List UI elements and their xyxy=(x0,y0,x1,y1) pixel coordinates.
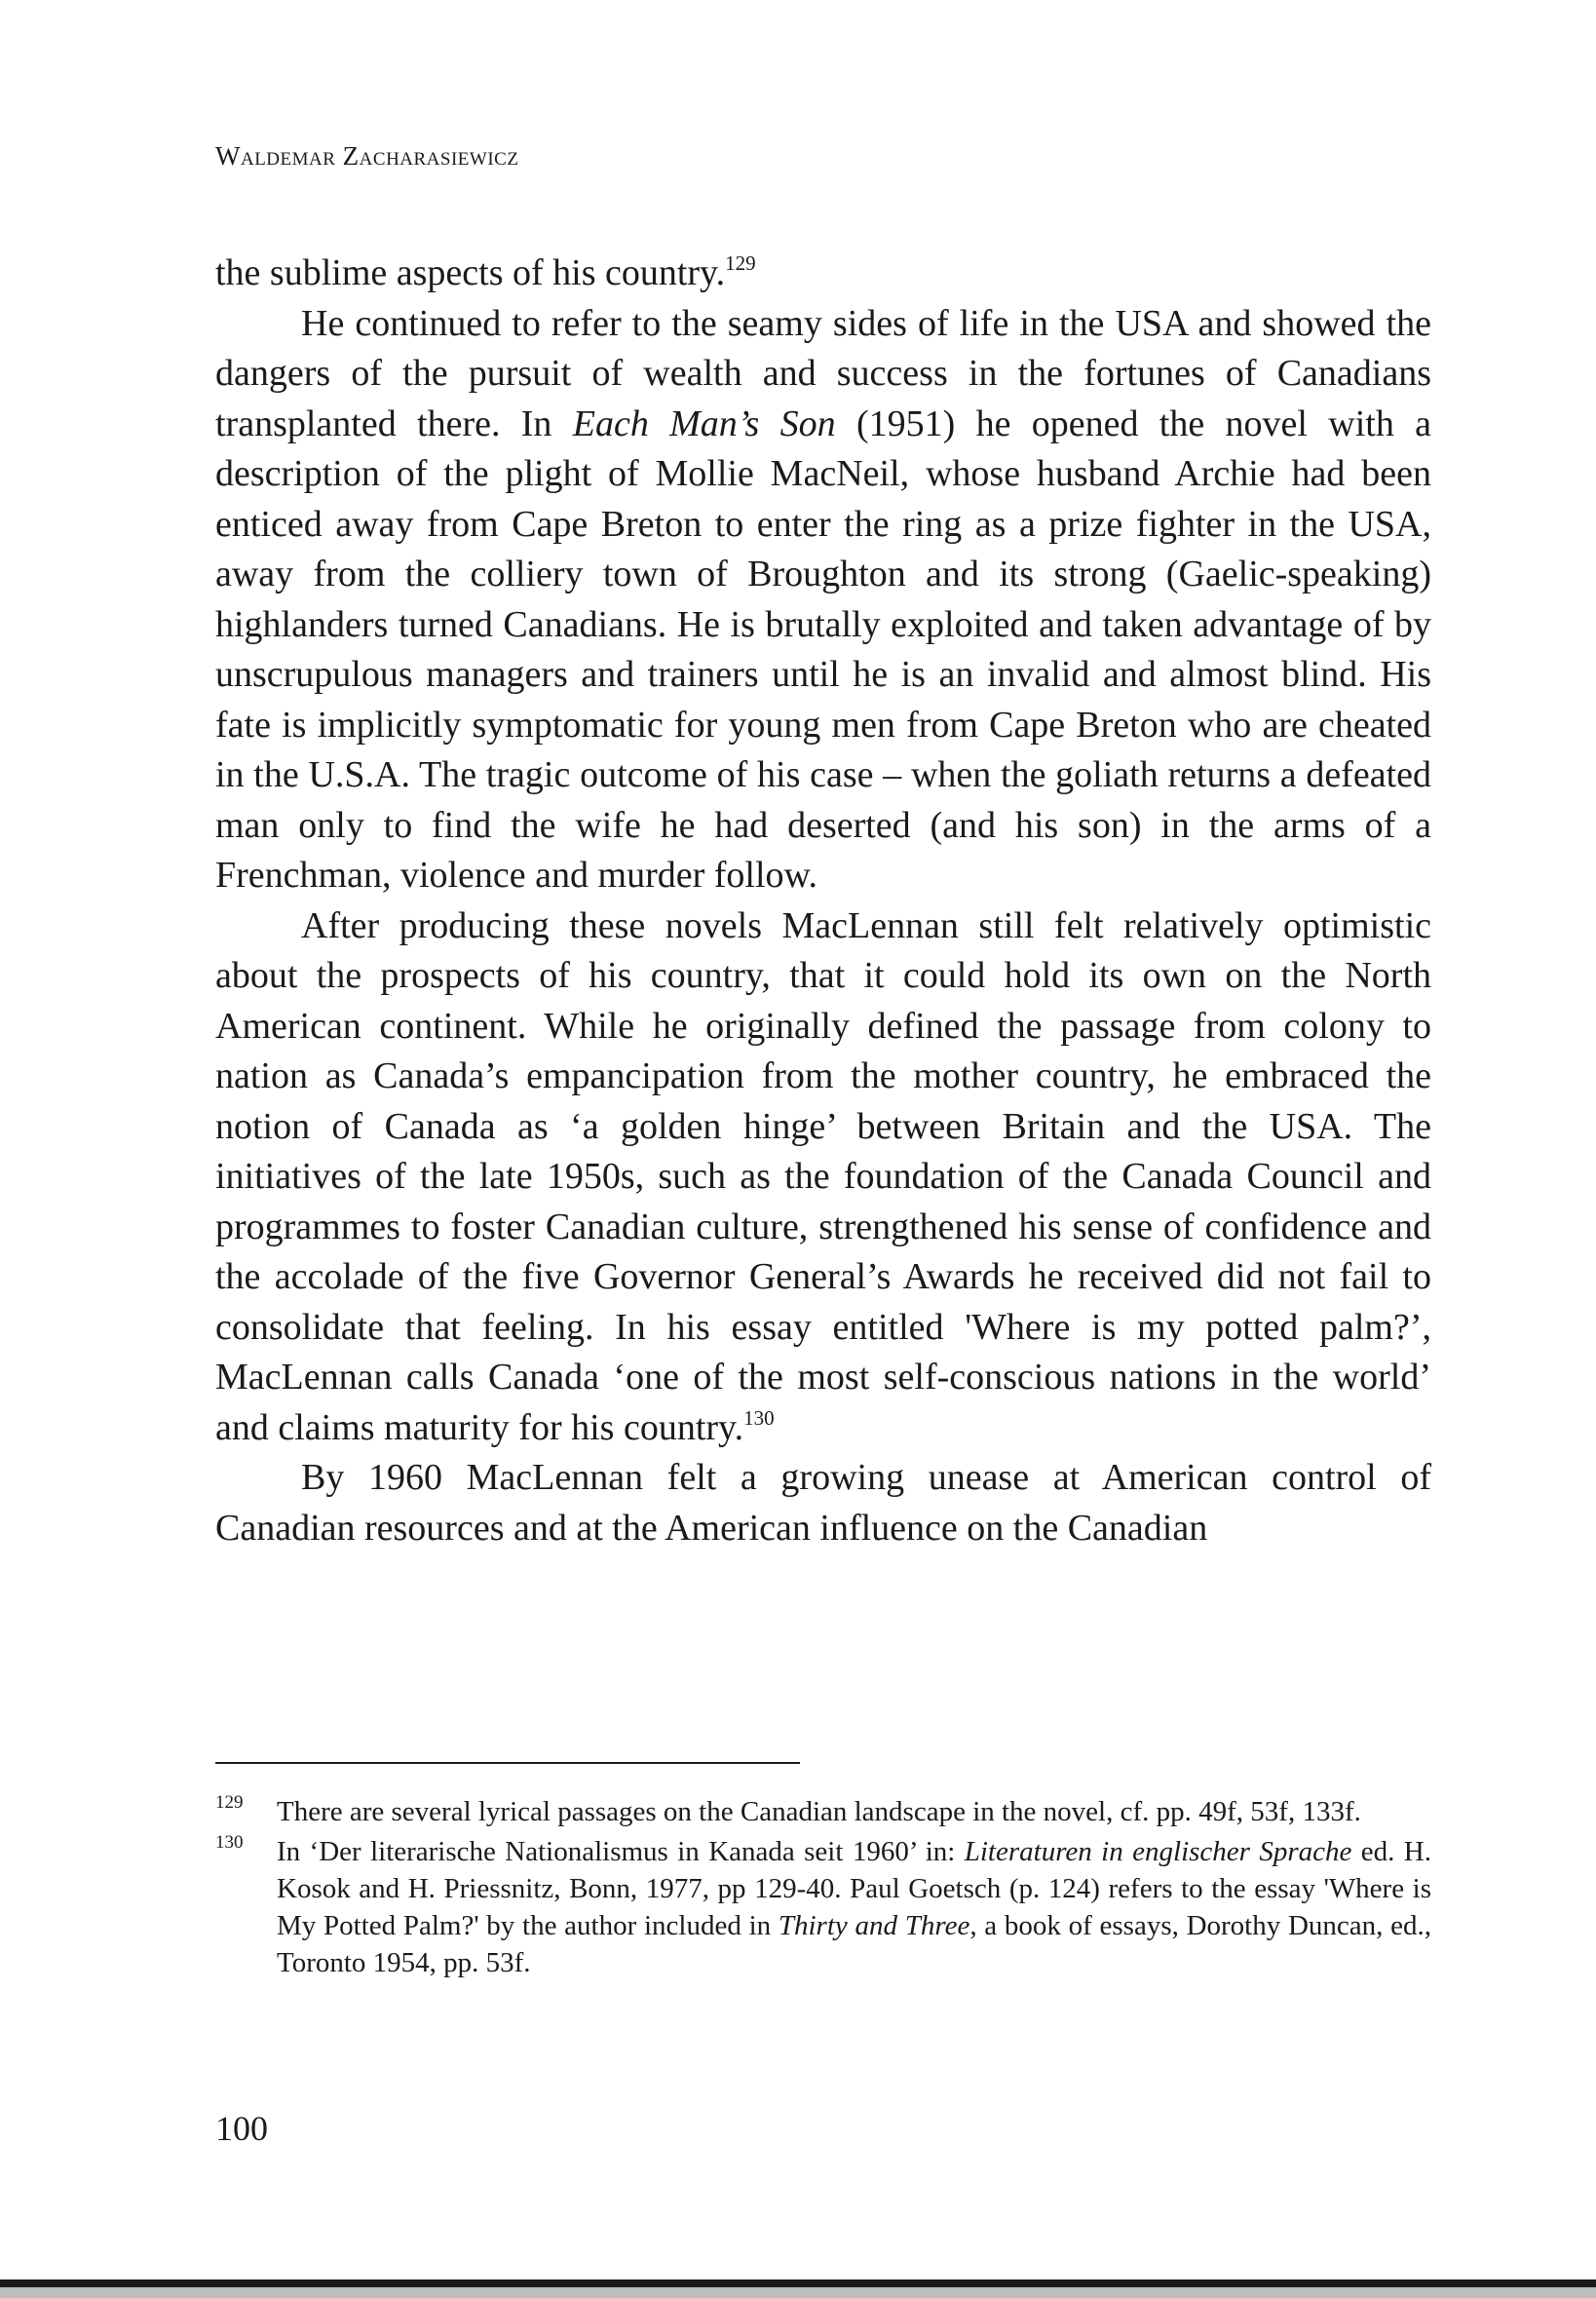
text-run: , a book of essays, Dorothy Duncan, ed., Toronto 1954, pp. 53f. xyxy=(277,1910,1432,1978)
footnote-text xyxy=(277,1833,1431,1981)
footnote-number: 129 xyxy=(215,1792,244,1813)
page-number: 100 xyxy=(215,2109,268,2148)
scan-bottom-margin xyxy=(0,2287,1596,2298)
paragraph xyxy=(215,901,1431,1454)
footnote-reference: 129 xyxy=(725,251,756,275)
text-run: In ‘Der literarische Nationalismus in Kanada seit 1960’ in: xyxy=(277,1836,965,1867)
main-text xyxy=(215,249,1431,1553)
text-run: the sublime aspects of his country. xyxy=(215,252,726,293)
running-head-author: Waldemar Zacharasiewicz xyxy=(215,141,519,171)
text-run: ed. H. Kosok and H. Priessnitz, Bonn, 1977, pp 129-40. Paul Goetsch (p. 124) refers to the essay 'Where is My Potted Palm?' by the author included in xyxy=(277,1836,1431,1941)
italic-title: Literaturen in englischer Sprache xyxy=(964,1836,1352,1867)
text-run: After producing these novels MacLennan still felt relatively optimistic about the prospects of his country, that it could hold its own on the North American continent. While he originally defined the passage from colony to nation as Canada’s empancipation from the mother country, he embraced the notion of Canada as ‘a golden hinge’ between Britain and the USA. The initiatives of the late 1950s, such as the foundation of the Canada Council and programmes to foster Canadian culture, strengthened his sense of confidence and the accolade of the five Governor General’s Awards he received did not fail to consolidate that feeling. In his essay entitled 'Where is my potted palm?’, MacLennan calls Canada ‘one of the most self-conscious nations in the world’ and claims maturity for his country. xyxy=(215,904,1431,1448)
footnote xyxy=(215,1833,1431,1981)
text-run: There are several lyrical passages on the Canadian landscape in the novel, cf. pp. 49f, 53f, 133f. xyxy=(277,1796,1361,1827)
text-run: (1951) he opened the novel with a description of the plight of Mollie MacNeil, whose husband Archie had been enticed away from Cape Breton to enter the ring as a prize fighter in the USA, away from the colliery town of Broughton and its strong (Gaelic-speaking) highlanders turned Canadians. He is brutally exploited and taken advantage of by unscrupulous managers and trainers until he is an invalid and almost blind. His fate is implicitly symptomatic for young men from Cape Breton who are cheated in the U.S.A. The tragic outcome of his case – when the goliath returns a defeated man only to find the wife he had deserted (and his son) in the arms of a Frenchman, violence and murder follow. xyxy=(215,402,1432,896)
footnote-text xyxy=(277,1793,1431,1830)
footnotes-section xyxy=(215,1793,1431,1984)
text-run: He continued to refer to the seamy sides of life in the USA and showed the dangers of the pursuit of wealth and success in the fortunes of Canadians transplanted there. In xyxy=(215,302,1431,444)
paragraph xyxy=(215,249,1431,299)
footnote-number: 130 xyxy=(215,1832,244,1853)
text-run: By 1960 MacLennan felt a growing unease at American control of Canadian resources and at the American influence on the Canadian xyxy=(215,1457,1431,1549)
italic-title: Each Man’s Son xyxy=(572,402,836,444)
scan-bottom-edge xyxy=(0,2279,1596,2287)
paragraph xyxy=(215,299,1431,901)
paragraph xyxy=(215,1453,1431,1553)
footnote-reference: 130 xyxy=(743,1405,775,1430)
footnote-separator-rule xyxy=(215,1762,800,1764)
italic-title: Thirty and Three xyxy=(778,1910,970,1941)
footnote xyxy=(215,1793,1431,1830)
